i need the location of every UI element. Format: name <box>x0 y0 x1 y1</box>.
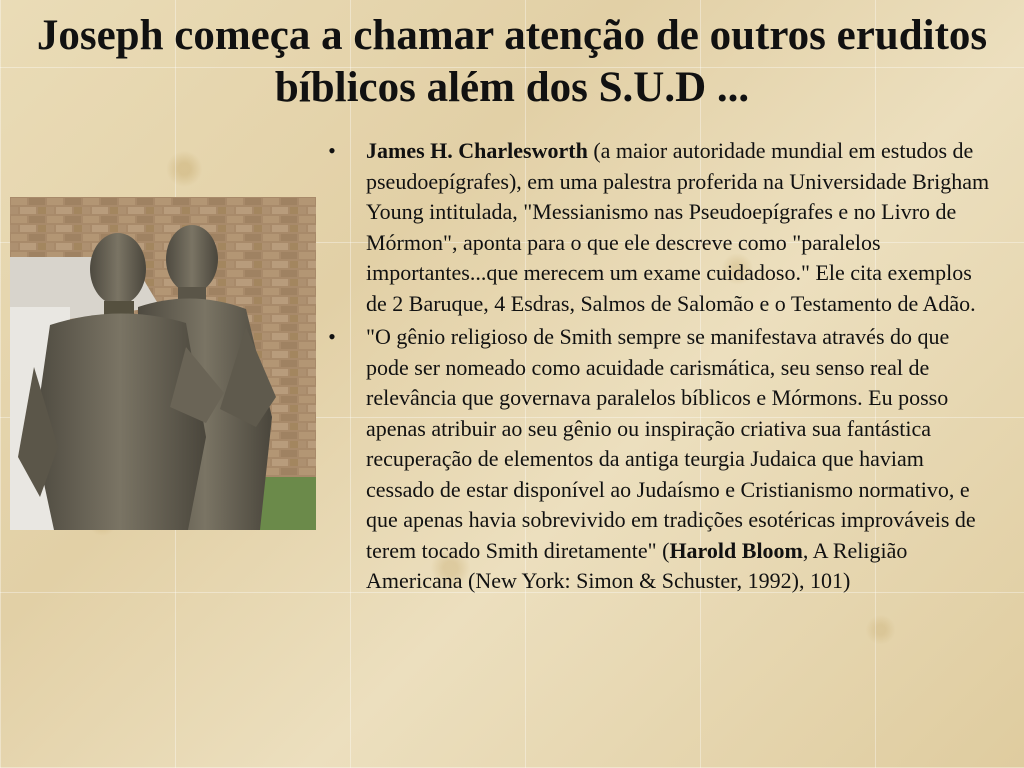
bullet-item-bloom-quote <box>322 322 994 597</box>
bullet-item-charlesworth <box>322 136 994 319</box>
citation-bloom: , A Religião Americana (New York: Simon & Schuster, 1992), 101) <box>366 537 908 593</box>
statue-photo <box>10 197 316 530</box>
foliage <box>260 477 316 530</box>
bullet-marker: • <box>328 138 336 163</box>
author-name-bloom: Harold Bloom <box>669 537 803 563</box>
slide-title: Joseph começa a chamar atenção de outros eruditos bíblicos além dos S.U.D ... <box>36 12 988 111</box>
bullet-text-charlesworth: (a maior autoridade mundial em estudos de pseudoepígrafes), em uma palestra proferida na Universidade Brigham Young intitulada, "Messianismo nas Pseudoepígrafes e no Livro de Mórmon", aponta para o que ele descreve como "paralelos importantes...que merecem um exame cuidadoso." Ele cita exemplos de 2 Baruque, 4 Esdras, Salmos de Salomão e o Testamento de Adão. <box>366 138 990 316</box>
author-name-charlesworth: James H. Charlesworth <box>366 138 588 163</box>
statue-image <box>10 197 316 530</box>
bullet-text-bloom-quote: "O gênio religioso de Smith sempre se manifestava através do que pode ser nomeado como acuidade carismática, seu senso real de relevância que governava paralelos bíblicos e Mórmons. Eu posso apenas atribuir ao seu gênio ou inspiração criativa sua fantástica recuperação de elementos da antiga teurgia Judaica que haviam cessado de estar disponível ao Judaísmo e Cristianismo normativo, e que apenas havia sobrevivido em tradições esotéricas improváveis de terem tocado Smith diretamente" ( <box>366 324 976 563</box>
slide-bullet-list <box>322 136 994 600</box>
bullet-marker: • <box>328 324 336 349</box>
